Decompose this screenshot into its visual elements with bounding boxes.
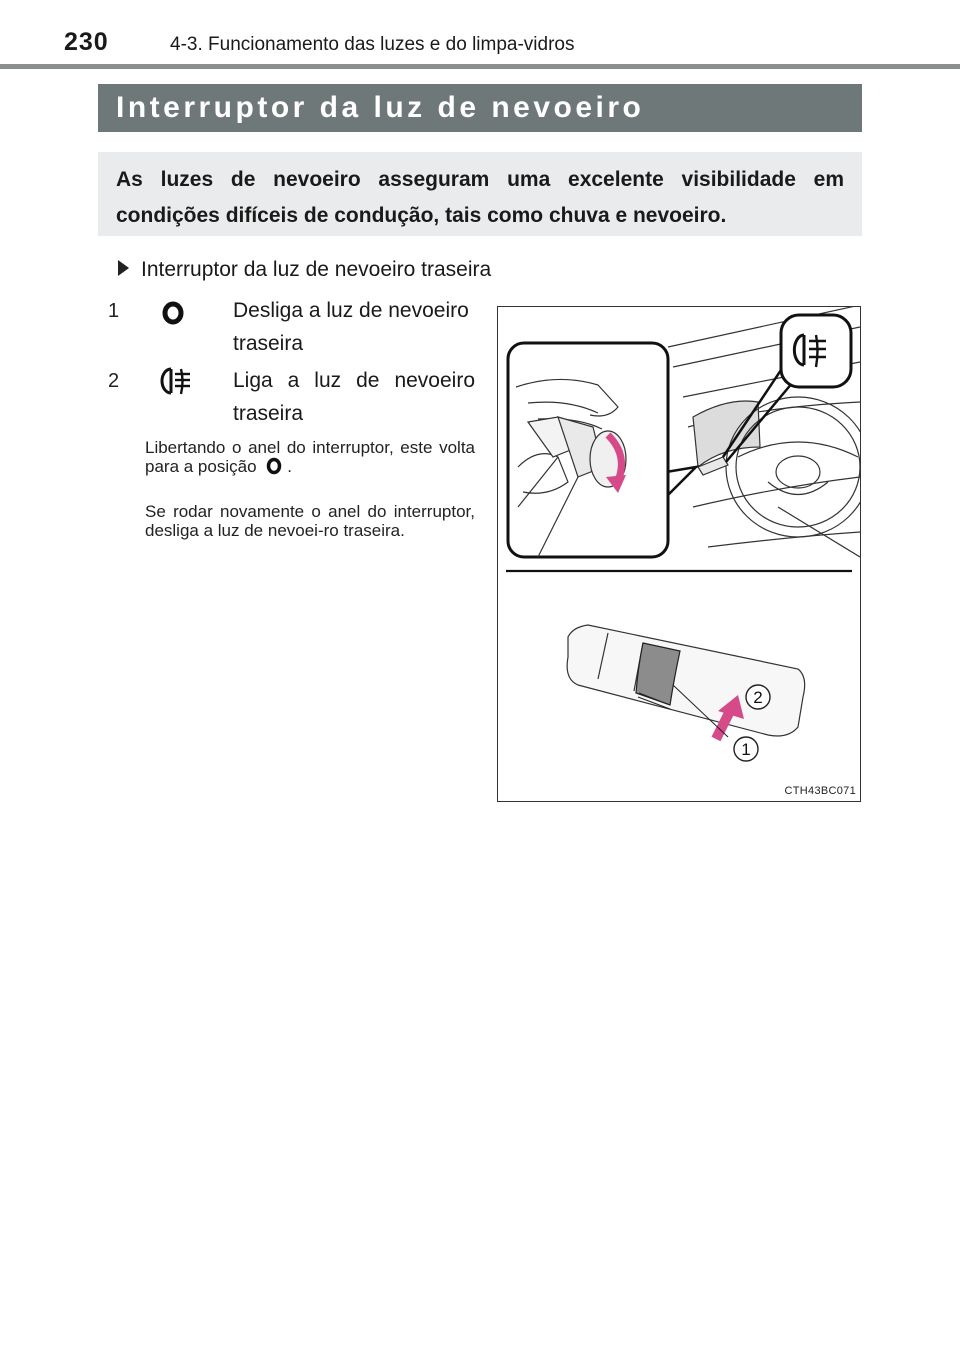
- item-number-2: 2: [108, 370, 120, 392]
- note-release-ring: [145, 438, 475, 476]
- rear-fog-light-icon: [160, 366, 194, 396]
- figure-code: CTH43BC071: [784, 785, 856, 797]
- item-number-1: 1: [108, 300, 120, 322]
- callout-1: [734, 737, 758, 761]
- item-description-1: Desliga a luz de nevoeiro traseira: [233, 299, 469, 355]
- triangle-bullet-icon: [118, 260, 129, 276]
- note-release-period: .: [287, 457, 292, 476]
- callout-2-label: 2: [753, 688, 763, 707]
- subsection-heading: [118, 258, 491, 282]
- note-rotate-again: Se rodar novamente o anel do interruptor, desliga a luz de nevoei-ro traseira.: [145, 502, 475, 540]
- note-release-text: Libertando o anel do interruptor, este volta para a posição: [145, 438, 475, 476]
- intro-summary: As luzes de nevoeiro asseguram uma excelente visibilidade em condições difíceis de condução, tais como chuva e nevoeiro.: [98, 152, 862, 236]
- fog-switch-illustration: [497, 306, 861, 802]
- page-title: Interruptor da luz de nevoeiro: [98, 84, 862, 132]
- subsection-label: Interruptor da luz de nevoeiro traseira: [141, 258, 492, 281]
- header-divider: [0, 64, 960, 69]
- callout-1-label: 1: [741, 740, 751, 759]
- off-ring-icon: [160, 300, 186, 326]
- illustration-drawing: [498, 307, 860, 801]
- item-description-2: Liga a luz de nevoeiro traseira: [233, 369, 475, 425]
- callout-2: [746, 685, 770, 709]
- off-ring-icon: [265, 457, 283, 475]
- running-section-title: 4-3. Funcionamento das luzes e do limpa-vidros: [170, 34, 575, 55]
- page-header: [0, 0, 960, 70]
- page-number: 230: [64, 28, 109, 56]
